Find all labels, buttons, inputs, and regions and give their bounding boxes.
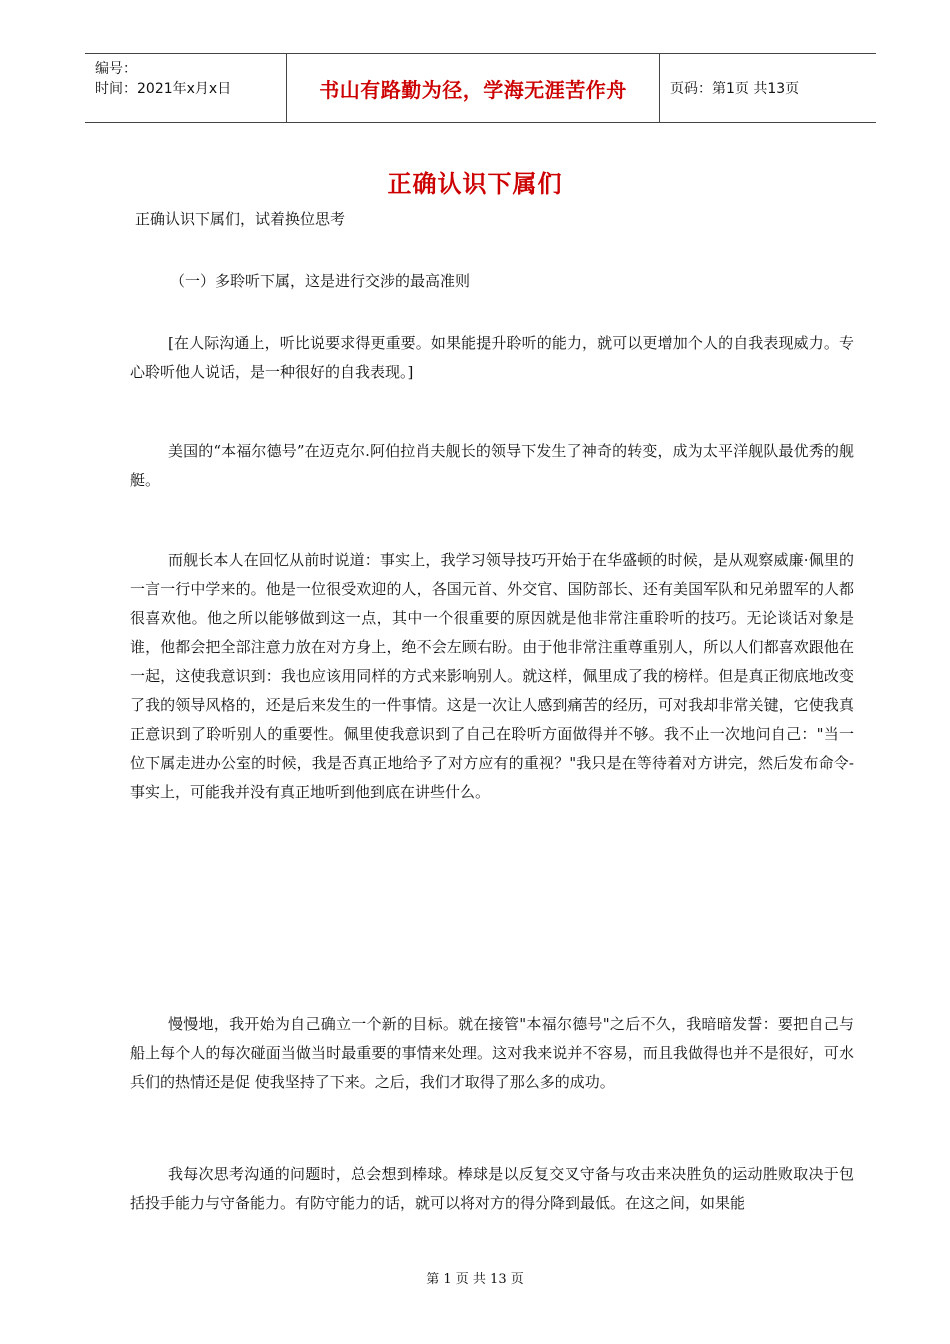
body-paragraph-3: 慢慢地，我开始为自己确立一个新的目标。就在接管"本福尔德号"之后不久，我暗暗发誓：要把自己与船上每个人的每次碰面当做当时最重要的事情来处理。这对我来说并不容易，而且我做得也并不是很好，可水兵们的热情还是促 使我坚持了下来。之后，我们才取得了那么多的成功。 <box>130 1015 854 1091</box>
document-date: 时间：2021年x月x日 <box>95 81 232 97</box>
quote-paragraph: [在人际沟通上，听比说要求得更重要。如果能提升聆听的能力，就可以更增加个人的自我表现威力。专心聆听他人说话，是一种很好的自我表现。] <box>130 334 854 381</box>
page-footer: 第 1 页 共 13 页 <box>426 1272 524 1287</box>
body-paragraph-2: 而舰长本人在回忆从前时说道：事实上，我学习领导技巧开始于在华盛顿的时候，是从观察威廉·佩里的一言一行中学来的。他是一位很受欢迎的人，各国元首、外交官、国防部长、还有美国军队和兄弟盟军的人都很喜欢他。他之所以能够做到这一点，其中一个很重要的原因就是他非常注重聆听的技巧。无论谈话对象是谁，他都会把全部注意力放在对方身上，绝不会左顾右盼。由于他非常注重尊重别人，所以人们都喜欢跟他在一起，这使我意识到：我也应该用同样的方式来影响别人。就这样，佩里成了我的榜样。但是真正彻底地改变了我的领导风格的，还是后来发生的一件事情。这是一次让人感到痛苦的经历，可对我却非常关键，它使我真正意识到了聆听别人的重要性。佩里使我意识到了自己在聆听方面做得并不够。我不止一次地问自己："当一位下属走进办公室的时候，我是否真正地给予了对方应有的重视？"我只是在等待着对方讲完，然后发布命令-事实上，可能我并没有真正地听到他到底在讲些什么。 <box>130 551 854 801</box>
page-header <box>85 53 876 123</box>
header-meta <box>85 54 287 122</box>
body-paragraph-1: 美国的“本福尔德号”在迈克尔.阿伯拉肖夫舰长的领导下发生了神奇的转变，成为太平洋舰队最优秀的舰艇。 <box>130 442 854 489</box>
header-page-info: 页码：第1页 共13页 <box>670 81 800 97</box>
document-title: 正确认识下属们 <box>387 169 563 198</box>
section-heading: （一）多聆听下属，这是进行交涉的最高准则 <box>170 272 471 290</box>
document-subtitle: 正确认识下属们，试着换位思考 <box>135 210 346 228</box>
header-motto: 书山有路勤为径，学海无涯苦作舟 <box>287 54 660 122</box>
body-paragraph-4: 我每次思考沟通的问题时，总会想到棒球。棒球是以反复交叉守备与攻击来决胜负的运动胜败取决于包括投手能力与守备能力。有防守能力的话，就可以将对方的得分降到最低。在这之间，如果能 <box>130 1165 854 1212</box>
document-number-label: 编号： <box>95 61 137 77</box>
